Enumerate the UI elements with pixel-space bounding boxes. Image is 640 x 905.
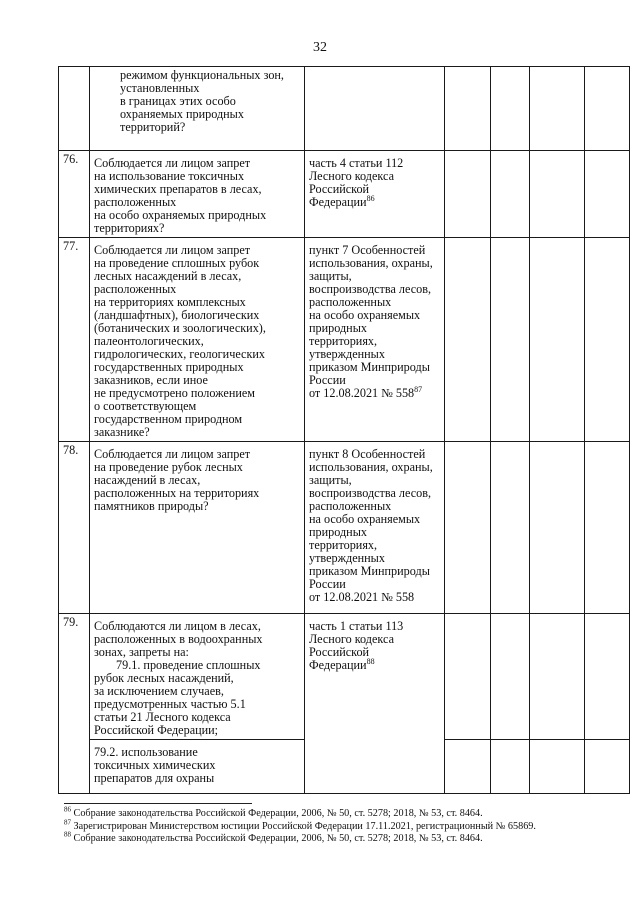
table-row bbox=[59, 151, 630, 238]
answer-cell bbox=[491, 151, 530, 238]
answer-cell bbox=[445, 614, 491, 740]
footnote: $^{88}$ Собрание законодательства Российской Федерации, 2006, № 50, ст. 5278; 2018, № 53, ст. 8464. bbox=[64, 830, 483, 844]
question-cell: 79.2. использование токсичных химических препаратов для охраны bbox=[90, 740, 305, 794]
footnote-ref: 86 bbox=[366, 193, 375, 203]
footnote-ref: 88 bbox=[366, 656, 375, 666]
answer-cell bbox=[585, 740, 630, 794]
question-cell: режимом функциональных зон, установленных в границах этих особо охраняемых природных территорий? bbox=[90, 67, 305, 151]
reference-cell: часть 1 статьи 113 Лесного кодекса Российской Федерации$^{88}$ bbox=[305, 614, 445, 794]
answer-cell bbox=[491, 238, 530, 442]
answer-cell bbox=[445, 67, 491, 151]
table-row bbox=[59, 238, 630, 442]
footnote: $^{87}$ Зарегистрирован Министерством юстиции Российской Федерации 17.11.2021, регистрационный № 65869. bbox=[64, 818, 536, 832]
question-cell: Соблюдается ли лицом запрет на использование токсичных химических препаратов в лесах, расположенных на особо охраняемых природных территориях? bbox=[90, 151, 305, 238]
question-cell: Соблюдается ли лицом запрет на проведение рубок лесных насаждений в лесах, расположенных на территориях памятников природы? bbox=[90, 442, 305, 614]
table-row bbox=[59, 442, 630, 614]
answer-cell bbox=[445, 740, 491, 794]
footnote-ref: 87 bbox=[414, 384, 423, 394]
footnote: $^{86}$ Собрание законодательства Российской Федерации, 2006, № 50, ст. 5278; 2018, № 53, ст. 8464. bbox=[64, 805, 483, 819]
footnote-divider bbox=[64, 803, 252, 804]
question-cell: Соблюдаются ли лицом в лесах, расположенных в водоохранных зонах, запреты на: 79.1. проведение сплошных рубок лесных насаждений, за исключением случаев, предусмотренных частью 5.1 статьи 21 Лесного кодекса Российской Федерации; bbox=[90, 614, 305, 740]
answer-cell bbox=[445, 238, 491, 442]
answer-cell bbox=[491, 67, 530, 151]
table-row bbox=[59, 614, 630, 740]
question-cell: Соблюдается ли лицом запрет на проведение сплошных рубок лесных насаждений в лесах, расположенных на территориях комплексных (ландшафтных), биологических (ботанических и зоологических), палеонтологических, гидрологических, геологических государственных природных заказников, если иное не предусмотрено положением о соответствующем государственном природном заказнике? bbox=[90, 238, 305, 442]
answer-cell bbox=[530, 238, 585, 442]
footnotes bbox=[64, 805, 536, 846]
reference-cell: пункт 7 Особенностей использования, охраны, защиты, воспроизводства лесов, расположенных на особо охраняемых природных территориях, утвержденных приказом Минприроды России от 12.08.2021 № $558^{87}$ bbox=[305, 238, 445, 442]
answer-cell bbox=[530, 67, 585, 151]
answer-cell bbox=[445, 151, 491, 238]
row-number: 77. bbox=[59, 238, 90, 442]
table-row bbox=[59, 67, 630, 151]
answer-cell bbox=[491, 442, 530, 614]
row-number: 78. bbox=[59, 442, 90, 614]
answer-cell bbox=[585, 238, 630, 442]
answer-cell bbox=[491, 614, 530, 740]
reference-cell: часть 4 статьи 112 Лесного кодекса Российской Федерации$^{86}$ bbox=[305, 151, 445, 238]
answer-cell bbox=[585, 67, 630, 151]
page-number: 32 bbox=[313, 40, 327, 55]
answer-cell bbox=[585, 614, 630, 740]
answer-cell bbox=[530, 442, 585, 614]
answer-cell bbox=[491, 740, 530, 794]
row-number-cell bbox=[59, 67, 90, 151]
answer-cell bbox=[445, 442, 491, 614]
reference-cell bbox=[305, 67, 445, 151]
reference-cell: пункт 8 Особенностей использования, охраны, защиты, воспроизводства лесов, расположенных на особо охраняемых природных территориях, утвержденных приказом Минприроды России от 12.08.2021 № 558 bbox=[305, 442, 445, 614]
row-number: 79. bbox=[59, 614, 90, 794]
answer-cell bbox=[585, 442, 630, 614]
answer-cell bbox=[530, 151, 585, 238]
answer-cell bbox=[530, 740, 585, 794]
row-number: 76. bbox=[59, 151, 90, 238]
checklist-table bbox=[58, 66, 630, 794]
answer-cell bbox=[530, 614, 585, 740]
answer-cell bbox=[585, 151, 630, 238]
